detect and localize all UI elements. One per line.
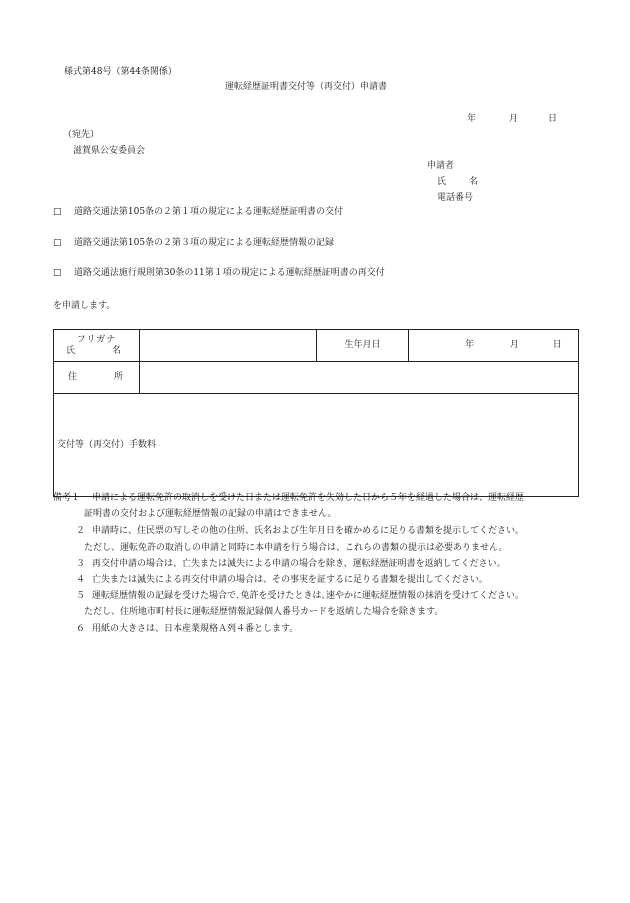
option-text: 道路交通法第105条の２第１項の規定による運転経歴証明書の交付: [73, 207, 344, 217]
birth-day-label: 日: [552, 340, 562, 350]
note-4-prefix: ４: [76, 575, 86, 585]
note-1-prefix: 備考１: [53, 493, 81, 503]
name-label: 氏 名: [65, 345, 135, 356]
birth-year-label: 年: [465, 340, 475, 350]
addressee-label: （宛先）: [63, 130, 100, 140]
option-text: 道路交通法第105条の２第３項の規定による運転経歴情報の記録: [73, 238, 335, 248]
note-1-line-1: 申請による運転免許の取消しを受けた日または運転免許を失効した日から５年を経過した場合は、運転経歴: [92, 493, 525, 503]
note-2-line-2: ただし、運転免許の取消しの申請と同時に本申請を行う場合は、これらの書類の提示は必要ありません。: [84, 543, 508, 553]
note-3-line-1: 再交付申請の場合は、亡失または滅失による申請の場合を除き、運転経歴証明書を返納してください。: [92, 559, 506, 569]
note-5-prefix: ５: [76, 591, 86, 601]
applicant-name-label-1: 氏: [437, 177, 447, 187]
note-5-line-2: ただし、住所地市町村長に運転経歴情報記録個人番号カードを返納した場合を除きます。: [84, 607, 444, 617]
checkbox-icon[interactable]: □: [53, 238, 62, 248]
applicant-phone-label: 電話番号: [437, 193, 474, 203]
name-label-cell: [54, 330, 140, 362]
option-row[interactable]: [53, 268, 385, 279]
date-month-label: 月: [509, 114, 519, 124]
addressee-name: 滋賀県公安委員会: [73, 146, 146, 156]
date-year-label: 年: [467, 114, 477, 124]
note-6-line-1: 用紙の大きさは、日本産業規格Ａ列４番とします。: [92, 624, 299, 634]
form-title: 運転経歴証明書交付等（再交付）申請書: [225, 82, 388, 92]
furigana-label: フリガナ: [76, 334, 117, 345]
address-label-cell: [54, 362, 140, 394]
fee-label: 交付等（再交付）手数料: [57, 439, 157, 450]
date-day-label: 日: [548, 114, 558, 124]
note-5-line-1: 運転経歴情報の記録を受けた場合で､免許を受けたときは､速やかに運転経歴情報の抹消を受けてください。: [92, 591, 525, 601]
note-6-prefix: ６: [76, 624, 86, 634]
birth-label-cell: [317, 330, 409, 362]
note-2-line-1: 申請時に、住民票の写しその他の住所、氏名および生年月日を確かめるに足りる書類を提示してください。: [92, 526, 525, 536]
address-label: 住 所: [67, 372, 137, 382]
option-row[interactable]: [53, 238, 334, 249]
checkbox-icon[interactable]: □: [53, 207, 62, 217]
note-1-line-2: 証明書の交付および運転経歴情報の記録の申請はできません。: [84, 509, 337, 519]
address-input-cell[interactable]: [140, 362, 579, 394]
option-text: 道路交通法施行規則第30条の11第１項の規定による運転経歴証明書の再交付: [73, 268, 385, 278]
note-3-prefix: ３: [76, 559, 86, 569]
applicant-label: 申請者: [427, 161, 455, 171]
form-number: 様式第48号（第44条関係）: [64, 67, 177, 77]
note-2-prefix: ２: [76, 526, 86, 536]
fee-cell[interactable]: [54, 394, 579, 497]
checkbox-icon[interactable]: □: [53, 268, 62, 278]
application-table: [53, 329, 579, 497]
birth-month-label: 月: [509, 340, 519, 350]
birth-input-cell[interactable]: [409, 330, 579, 362]
birth-label: 生年月日: [344, 340, 381, 350]
option-row[interactable]: [53, 207, 343, 218]
applicant-name-label-2: 名: [469, 177, 479, 187]
apply-text: を申請します。: [53, 301, 116, 311]
name-input-cell[interactable]: [140, 330, 317, 362]
note-4-line-1: 亡失または滅失による再交付申請の場合は、その事実を証するに足りる書類を提出してください。: [92, 575, 489, 585]
